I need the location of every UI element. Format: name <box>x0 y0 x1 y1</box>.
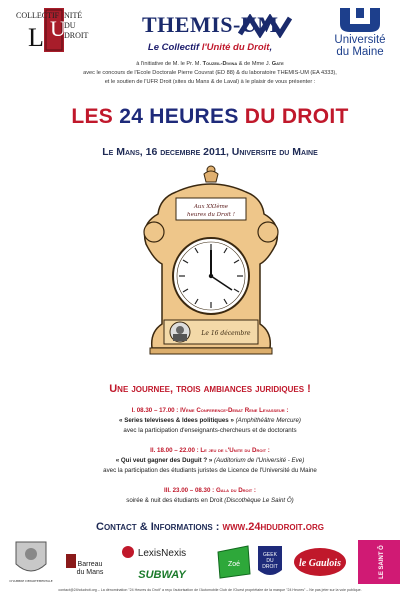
intro-name-1: Touzeil-Divina <box>202 61 238 67</box>
program-item-2 <box>30 446 390 476</box>
collectif-prefix: Le Collectif <box>147 42 202 53</box>
program-item-1-head: I. 08.30 – 17.00 : IVème Conference-Debat Rene Levasseur : <box>131 407 289 414</box>
le-gaulois-logo <box>294 548 346 576</box>
title-part-1: LES <box>71 105 120 128</box>
sponsor-7-text: le Gaulois <box>299 558 341 569</box>
program-item-1-participants: avec la participation d'enseignants-chercheurs et de doctorants <box>123 427 297 434</box>
collectif-line <box>0 42 420 53</box>
title-part-4: DROIT <box>281 105 349 128</box>
intro-line-3: et le soutien de l'UFR Droit (sites du Mans & de Laval) à le plaisir de vous présenter : <box>104 79 316 86</box>
themis-logo-text: THEMIS-UM <box>142 12 279 37</box>
slogan-part-3: ambiances juridiques ! <box>200 383 311 395</box>
sponsor-6-line2: DU <box>266 558 274 564</box>
program-item-2-title: « Qui veut gagner des Duguit ? » <box>115 457 213 464</box>
intro-name-2: Gate <box>271 61 284 67</box>
program-item-2-participants: avec la participation des étudiants juristes de Licence de l'Université du Maine <box>103 467 317 474</box>
sponsor-4-text: SUBWAY <box>138 569 186 581</box>
svg-text:U: U <box>50 16 66 41</box>
sponsor-logos <box>0 538 420 586</box>
svg-text:DU: DU <box>64 21 76 30</box>
lexisnexis-logo <box>122 546 186 559</box>
slogan-part-2: trois <box>176 383 201 395</box>
svg-text:L: L <box>28 23 44 52</box>
footer-note: contact@24hdudroit.org – La dénomination "24 Heures du Droit" a reçu l'autorisation de l'Automobile Club de l'Ouest propriétaire de la marque "24 Heures" – Ne pas jeter sur la voie publique. <box>58 588 362 592</box>
sponsor-2-line1: Barreau <box>77 561 103 568</box>
univ-logo-line1: Université <box>334 34 386 46</box>
sponsor-6-line3: DROIT <box>262 564 278 570</box>
univ-logo-line2: du Maine <box>336 46 384 58</box>
contact-line <box>0 521 420 533</box>
svg-text:NITÉ: NITÉ <box>64 11 83 20</box>
chambre-departementale-logo <box>9 542 53 583</box>
program-item-1-line2 <box>30 416 390 426</box>
collectif-highlight: l'Unité du Droit <box>201 42 270 53</box>
geek-du-droit-logo <box>258 546 282 575</box>
subway-logo <box>138 569 187 581</box>
sponsor-3-text: LexisNexis <box>137 548 187 559</box>
intro-line-1 <box>30 60 390 69</box>
title-part-2: 24 HEURES <box>119 105 239 128</box>
clock-top-banner-line1: Aux XXIème <box>193 204 229 210</box>
barreau-logo <box>66 554 104 576</box>
sponsor-6-line1: GEEK <box>263 552 277 558</box>
le-saint-o-logo <box>358 540 400 584</box>
program-item-3-line2 <box>30 496 390 506</box>
intro-line1-mid: & de Mme J. <box>237 61 272 67</box>
program-item-3 <box>30 486 390 506</box>
clock-top-banner-line2: heures du Droit ! <box>187 212 235 218</box>
intro-text <box>30 60 390 88</box>
intro-line-2: avec le concours de l'Ecole Doctorale Pierre Couvrat (ED 88) & du laboratoire THEMIS-UM (EA 4333), <box>83 70 337 77</box>
program-item-3-head: III. 23.00 – 08.30 : Gala du Droit : <box>164 487 256 494</box>
zoe-logo <box>218 546 250 578</box>
intro-line1-prefix: à l'initiative de M. le Pr. M. <box>136 61 203 67</box>
svg-text:COLLECTIF: COLLECTIF <box>16 11 60 20</box>
clock-bottom-banner: Le 16 décembre <box>201 330 251 337</box>
svg-text:DROIT: DROIT <box>64 31 89 40</box>
title-part-3: DU <box>238 105 282 128</box>
page-title <box>0 105 420 129</box>
slogan <box>0 383 420 395</box>
collectif-suffix: , <box>269 42 273 53</box>
contact-url-link[interactable]: www.24hdudroit.org <box>222 521 324 533</box>
sponsor-5-text: Zoé <box>227 561 241 568</box>
clock-illustration <box>136 164 286 370</box>
themis-logo <box>142 12 292 38</box>
slogan-part-1: Une journee, <box>109 383 177 395</box>
program-item-3-title: soirée & nuit des étudiants en Droit <box>126 497 223 504</box>
program-item-1-venue: (Amphithéâtre Mercure) <box>233 417 301 424</box>
contact-label: Contact & Informations : <box>96 521 223 533</box>
program-item-2-venue: (Auditorium de l'Université - Eve) <box>212 457 305 464</box>
program-item-2-line2 <box>30 456 390 466</box>
event-dateline: Le Mans, 16 decembre 2011, Universite du Maine <box>102 146 318 158</box>
program-item-2-head: II. 18.00 – 22.00 : Le jeu de l'Unite du Droit : <box>150 447 270 454</box>
sponsor-2-line2: du Mans <box>76 569 104 576</box>
sponsor-1-text: CHAMBRE DEPARTEMENTALE <box>9 579 53 583</box>
sponsor-8-text: LE SAINT Ô <box>379 545 385 579</box>
program-item-1-title: « Series televisees & Idees politiques » <box>119 417 234 424</box>
program-item-3-venue: (Discothèque Le Saint Ô) <box>222 497 294 504</box>
program-item-1 <box>30 406 390 436</box>
